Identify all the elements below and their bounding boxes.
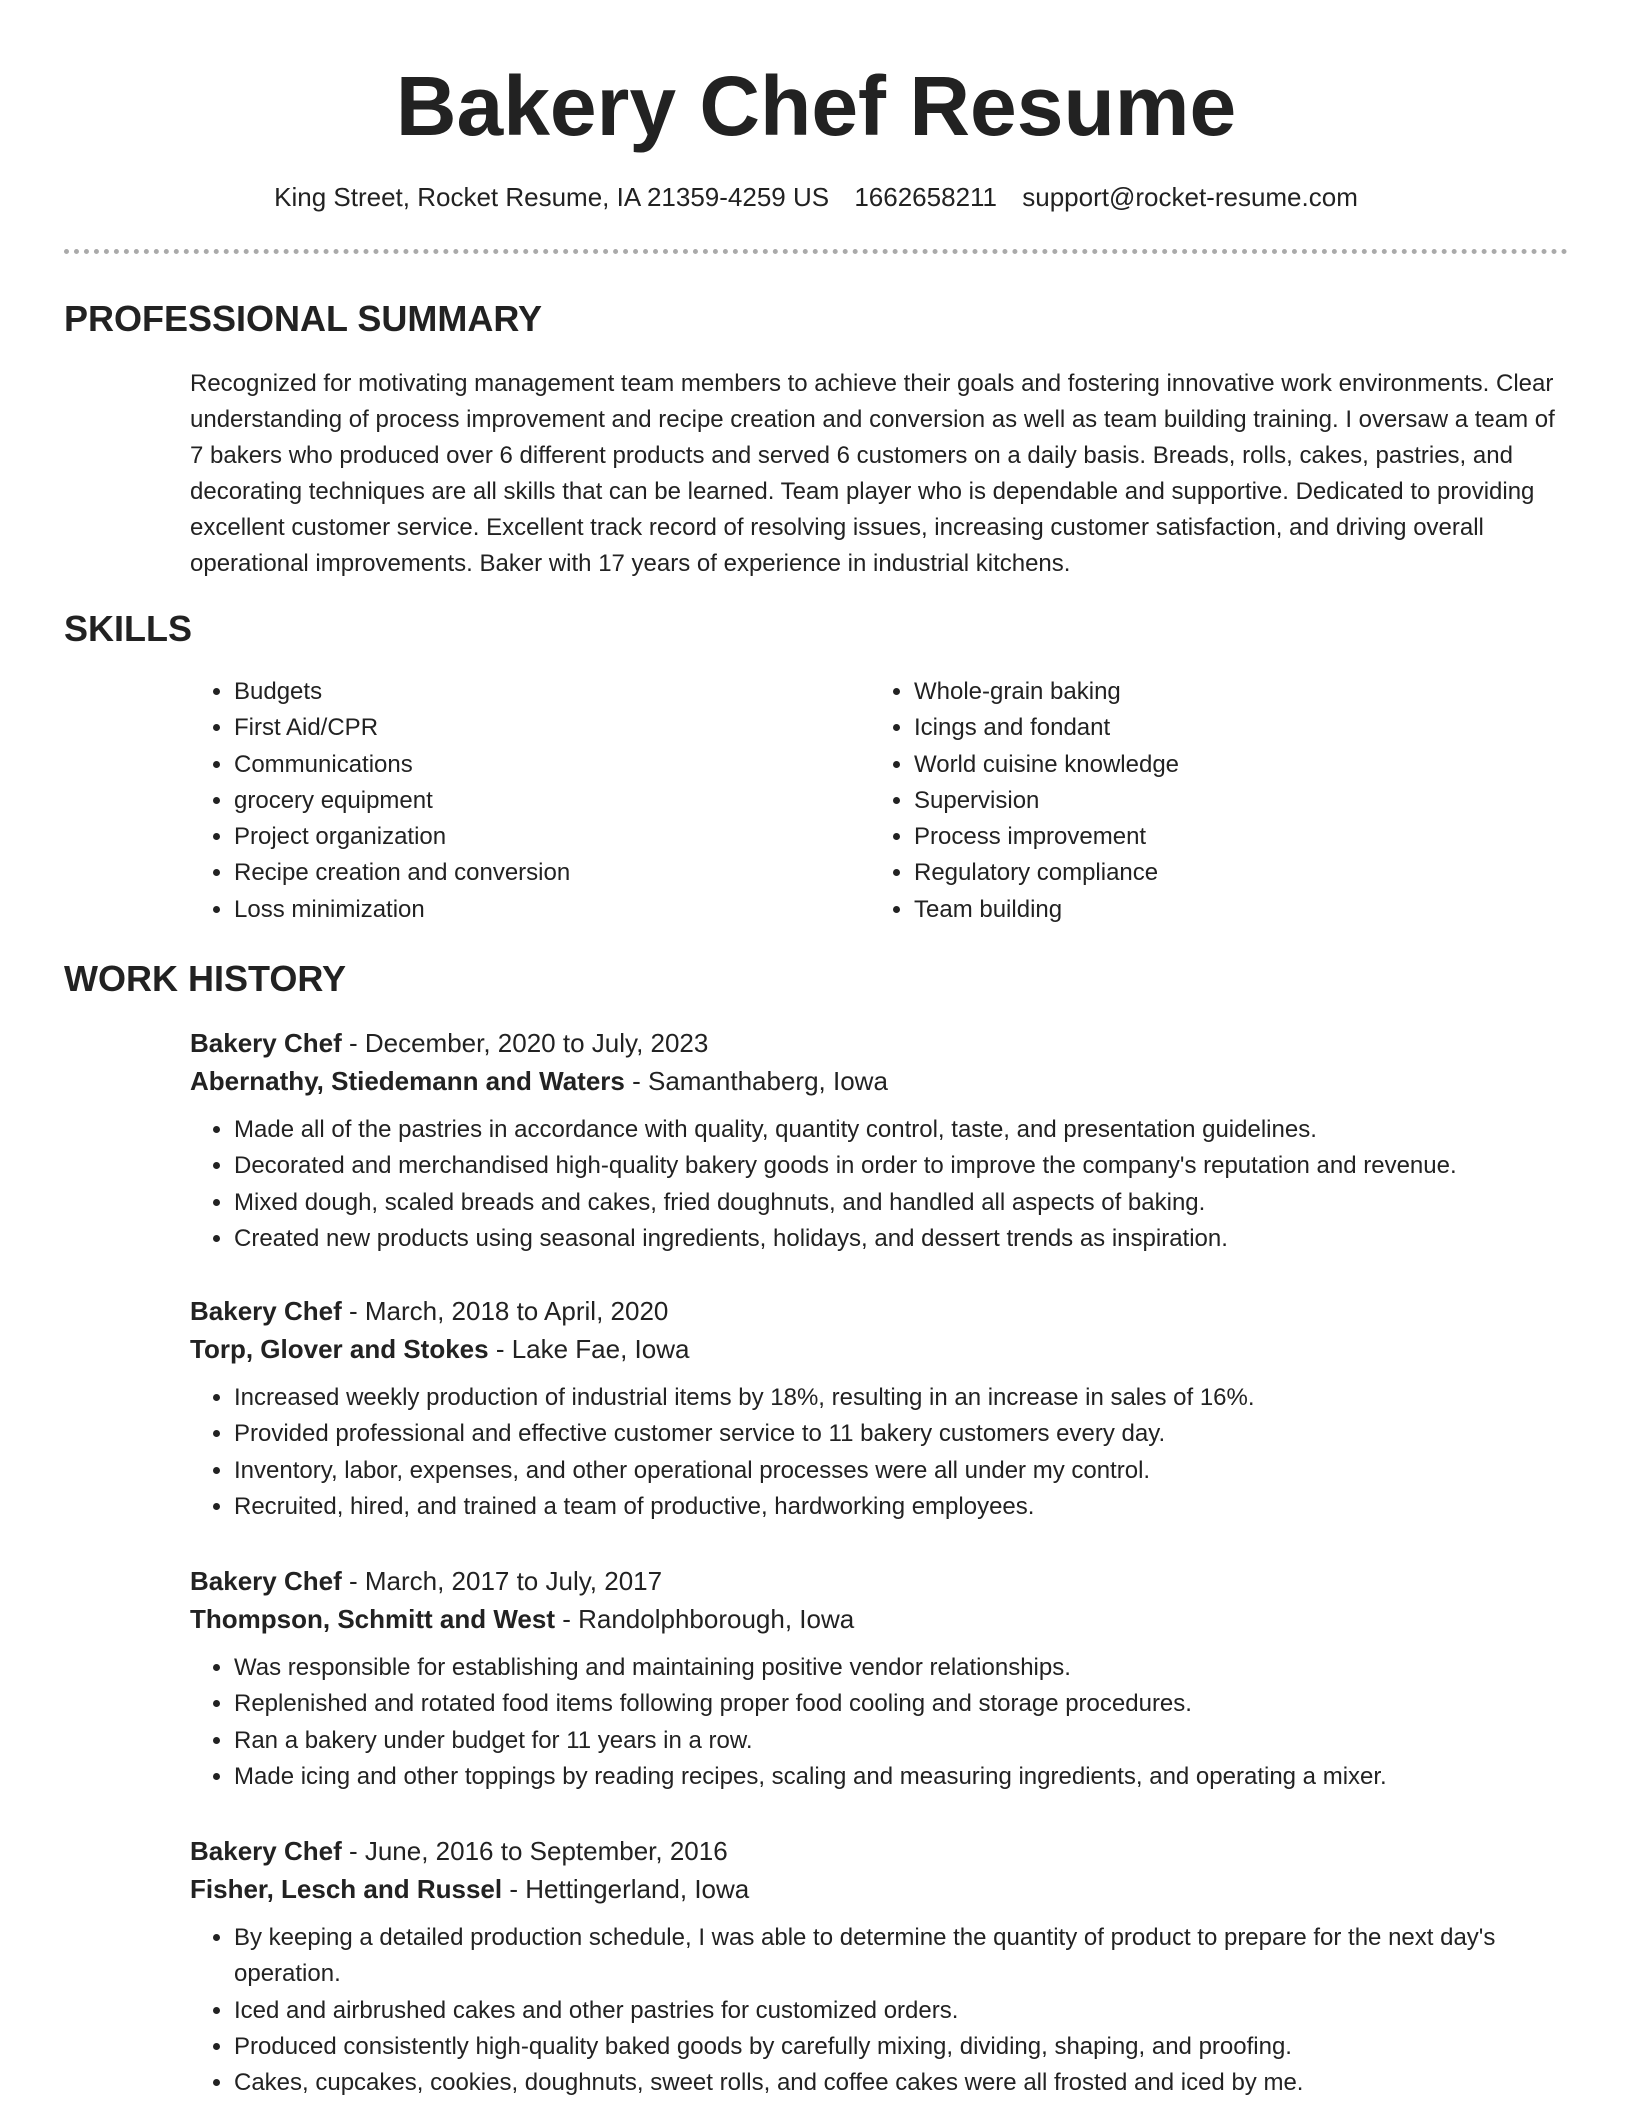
duty-item: • Decorated and merchandised high-quality bakery goods in order to improve the company's reputation and revenue.	[234, 1148, 1580, 1184]
job-role-line	[190, 1292, 1580, 1330]
job-duties	[190, 1920, 1580, 2101]
job-role: Bakery Chef	[190, 1028, 342, 1058]
skill-item: • Process improvement	[914, 819, 1179, 855]
duty-item: • Provided professional and effective customer service to 11 bakery customers every day.	[234, 1416, 1580, 1452]
duty-item: • Created new products using seasonal ingredients, holidays, and dessert trends as inspiration.	[234, 1221, 1580, 1257]
job-entry	[190, 1292, 1580, 1525]
duty-item: • By keeping a detailed production schedule, I was able to determine the quantity of product to prepare for the next day's operation.	[234, 1920, 1580, 1993]
skill-item: • Supervision	[914, 783, 1179, 819]
duty-item: • Cakes, cupcakes, cookies, doughnuts, sweet rolls, and coffee cakes were all frosted and iced by me.	[234, 2065, 1580, 2101]
job-company-line	[190, 1600, 1580, 1638]
section-title-work-history: WORK HISTORY	[64, 958, 347, 999]
job-role: Bakery Chef	[190, 1296, 342, 1326]
contact-email: support@rocket-resume.com	[1022, 182, 1358, 212]
job-duties	[190, 1650, 1580, 1795]
job-company: Thompson, Schmitt and West	[190, 1604, 555, 1634]
duty-item: • Recruited, hired, and trained a team of productive, hardworking employees.	[234, 1489, 1580, 1525]
skills-list-right	[870, 674, 1179, 928]
duty-item: • Produced consistently high-quality baked goods by carefully mixing, dividing, shaping, and proofing.	[234, 2029, 1580, 2065]
job-company-line	[190, 1330, 1580, 1368]
duty-item: • Made all of the pastries in accordance with quality, quantity control, taste, and presentation guidelines.	[234, 1112, 1580, 1148]
section-title-summary: PROFESSIONAL SUMMARY	[64, 298, 543, 339]
duty-item: • Mixed dough, scaled breads and cakes, fried doughnuts, and handled all aspects of baking.	[234, 1185, 1580, 1221]
skill-item: • Project organization	[234, 819, 570, 855]
skill-item: • First Aid/CPR	[234, 710, 570, 746]
job-location: - Lake Fae, Iowa	[488, 1334, 690, 1364]
job-company: Torp, Glover and Stokes	[190, 1334, 489, 1364]
header-divider	[64, 249, 1568, 254]
job-dates: - March, 2018 to April, 2020	[341, 1296, 669, 1326]
skill-item: • Recipe creation and conversion	[234, 855, 570, 891]
skills-list-left	[190, 674, 570, 928]
job-entry	[190, 1562, 1580, 1795]
job-company: Abernathy, Stiedemann and Waters	[190, 1066, 625, 1096]
job-entry	[190, 1024, 1580, 1257]
job-duties	[190, 1112, 1580, 1257]
duty-item: • Increased weekly production of industrial items by 18%, resulting in an increase in sales of 16%.	[234, 1380, 1580, 1416]
job-dates: - March, 2017 to July, 2017	[341, 1566, 663, 1596]
skill-item: • Team building	[914, 892, 1179, 928]
job-location: - Samanthaberg, Iowa	[624, 1066, 888, 1096]
job-location: - Hettingerland, Iowa	[502, 1874, 750, 1904]
skill-item: • Loss minimization	[234, 892, 570, 928]
duty-item: • Replenished and rotated food items following proper food cooling and storage procedures.	[234, 1686, 1580, 1722]
job-company: Fisher, Lesch and Russel	[190, 1874, 503, 1904]
job-company-line	[190, 1870, 1580, 1908]
duty-item: • Inventory, labor, expenses, and other operational processes were all under my control.	[234, 1453, 1580, 1489]
job-role-line	[190, 1562, 1580, 1600]
skill-item: • Icings and fondant	[914, 710, 1179, 746]
job-entry	[190, 1832, 1580, 2101]
duty-item: • Ran a bakery under budget for 11 years in a row.	[234, 1723, 1580, 1759]
skill-item: • Budgets	[234, 674, 570, 710]
duty-item: • Was responsible for establishing and maintaining positive vendor relationships.	[234, 1650, 1580, 1686]
skill-item: • Regulatory compliance	[914, 855, 1179, 891]
job-role: Bakery Chef	[190, 1566, 342, 1596]
job-role-line	[190, 1832, 1580, 1870]
contact-phone: 1662658211	[854, 182, 998, 212]
skill-item: • Communications	[234, 747, 570, 783]
job-role: Bakery Chef	[190, 1836, 342, 1866]
duty-item: • Made icing and other toppings by reading recipes, scaling and measuring ingredients, and operating a mixer.	[234, 1759, 1580, 1795]
skill-item: • grocery equipment	[234, 783, 570, 819]
skill-item: • Whole-grain baking	[914, 674, 1179, 710]
contact-line	[0, 182, 1632, 213]
duty-item: • Iced and airbrushed cakes and other pastries for customized orders.	[234, 1993, 1580, 2029]
contact-address: King Street, Rocket Resume, IA 21359-4259 US	[274, 182, 830, 212]
job-location: - Randolphborough, Iowa	[554, 1604, 855, 1634]
summary-text: Recognized for motivating management team members to achieve their goals and fostering innovative work environments. Clear understanding of process improvement and recipe creation and conversion as well as team building training. I oversaw a team of 7 bakers who produced over 6 different products and served 6 customers on a daily basis. Breads, rolls, cakes, pastries, and decorating techniques are all skills that can be learned. Team player who is dependable and supportive. Dedicated to providing excellent customer service. Excellent track record of resolving issues, increasing customer satisfaction, and driving overall operational improvements. Baker with 17 years of experience in industrial kitchens.	[190, 370, 1555, 577]
job-dates: - June, 2016 to September, 2016	[341, 1836, 728, 1866]
job-company-line	[190, 1062, 1580, 1100]
skill-item: • World cuisine knowledge	[914, 747, 1179, 783]
resume-title: Bakery Chef Resume	[395, 59, 1237, 153]
section-title-skills: SKILLS	[64, 608, 193, 649]
job-role-line	[190, 1024, 1580, 1062]
job-duties	[190, 1380, 1580, 1525]
job-dates: - December, 2020 to July, 2023	[341, 1028, 709, 1058]
